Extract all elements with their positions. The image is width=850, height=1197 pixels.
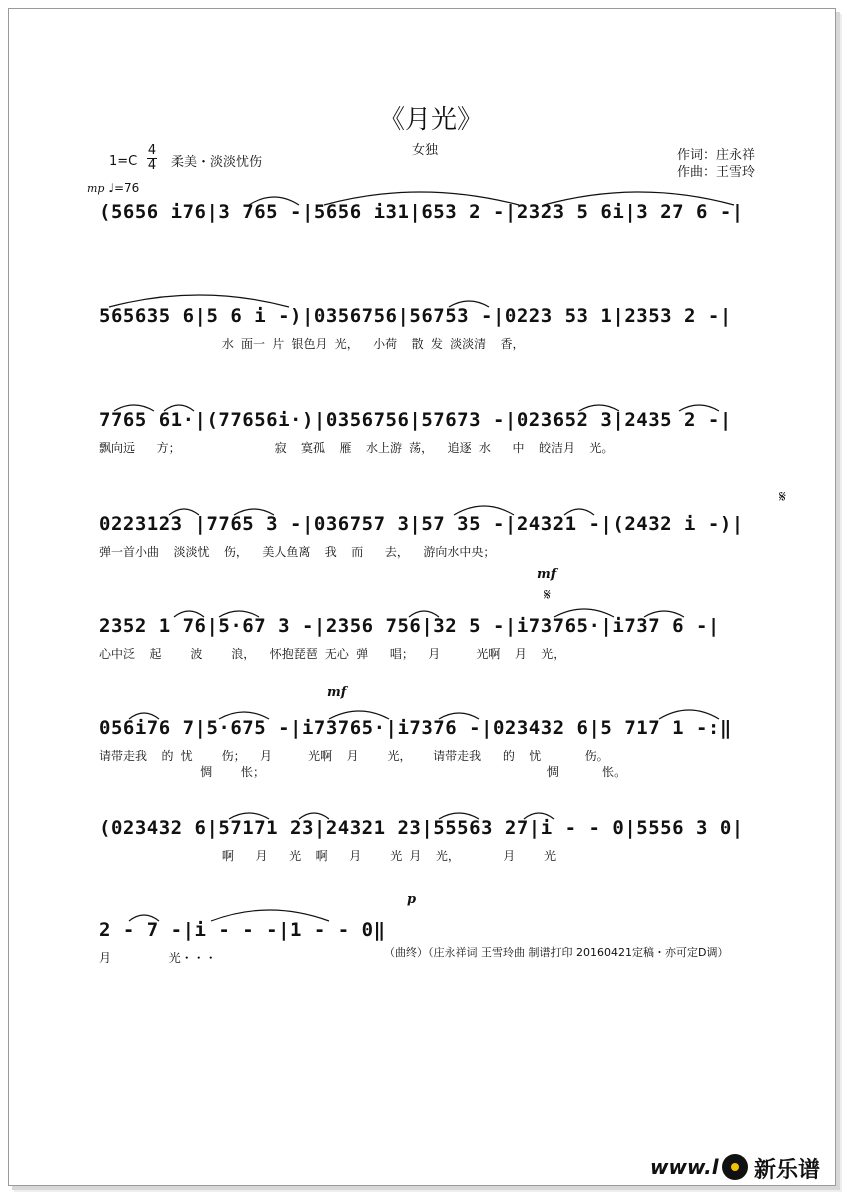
segno-icon: 𝄋 bbox=[544, 585, 551, 604]
lyrics-line: 飘向远 方； 寂 寞孤 雁 水上游 荡， 追逐 水 中 皎洁月 光。 bbox=[99, 441, 614, 455]
notation-line: 7765 61·|(77656i·)|0356756|57673 -|023652 3|2435 2 -| bbox=[99, 409, 732, 431]
time-signature-bottom: 4 bbox=[147, 158, 157, 173]
notation-line: 2 - 7 -|i - - -|1 - - 0‖ bbox=[99, 919, 386, 941]
lyrics-line: 弹一首小曲 淡淡忧 伤， 美人鱼离 我 而 去， 游向水中央； bbox=[99, 545, 496, 559]
dynamic-mf-2: mf bbox=[327, 685, 347, 700]
tempo-dynamic: mp bbox=[87, 182, 105, 195]
mood-marking: 柔美・淡淡忧伤 bbox=[171, 155, 263, 170]
lyricist-credit: 作词：庄永祥 bbox=[677, 148, 756, 163]
composer-credit: 作曲：王雪玲 bbox=[677, 165, 756, 180]
dynamic-mf-1: mf bbox=[537, 567, 557, 582]
lyrics-line-2: 惆 怅； 惆 怅。 bbox=[99, 765, 627, 779]
notation-line: 565635 6|5 6 i -)|0356756|56753 -|0223 53 1|2353 2 -| bbox=[99, 305, 732, 327]
notation-line: 2352 1 76|5·67 3 -|2356 756|32 5 -|i73765·|i737 6 -| bbox=[99, 615, 720, 637]
record-logo-center bbox=[731, 1163, 739, 1171]
lyrics-line: 月 光・・・ bbox=[99, 951, 217, 965]
notation-line: 0223123 |7765 3 -|036757 3|57 35 -|24321 -|(2432 i -)| bbox=[99, 513, 744, 535]
notation-line: (023432 6|57171 23|24321 23|55563 27|i - - 0|5556 3 0| bbox=[99, 817, 744, 839]
score-sheet bbox=[8, 8, 836, 1186]
segno-icon: 𝄋 bbox=[779, 487, 786, 506]
tempo-value: ♩=76 bbox=[108, 181, 140, 195]
song-title: 《月光》 bbox=[379, 105, 484, 135]
lyrics-line: 心中泛 起 波 浪， 怀抱琵琶 无心 弹 唱； 月 光啊 月 光， bbox=[99, 647, 566, 661]
dynamic-p: p bbox=[407, 892, 417, 907]
site-watermark: www.l bbox=[650, 1155, 719, 1179]
lyrics-line: 啊 月 光 啊 月 光 月 光， 月 光 bbox=[99, 849, 557, 863]
lyrics-line: 水 面一 片 银色月 光， 小荷 散 发 淡淡清 香， bbox=[99, 337, 525, 351]
lyrics-line: 请带走我 的 忧 伤； 月 光啊 月 光， 请带走我 的 忧 伤。 bbox=[99, 749, 609, 763]
key-signature: 1=C bbox=[109, 154, 138, 169]
time-signature-top: 4 bbox=[147, 143, 157, 158]
notation-line: 056i76 7|5·675 -|i73765·|i7376 -|023432 6|5 717 1 -:‖ bbox=[99, 717, 732, 739]
tempo-marking bbox=[87, 181, 139, 195]
ending-note: （曲终）（庄永祥词 王雪玲曲 制谱打印 20160421定稿・亦可定D调） bbox=[384, 946, 729, 959]
song-subtitle: 女独 bbox=[412, 143, 439, 158]
brand-logo-text: 新乐谱 bbox=[754, 1158, 821, 1183]
time-signature bbox=[147, 144, 157, 173]
notation-line: (5656 i76|3 765 -|5656 i31|653 2 -|2323 5 6i|3 27 6 -| bbox=[99, 201, 744, 223]
